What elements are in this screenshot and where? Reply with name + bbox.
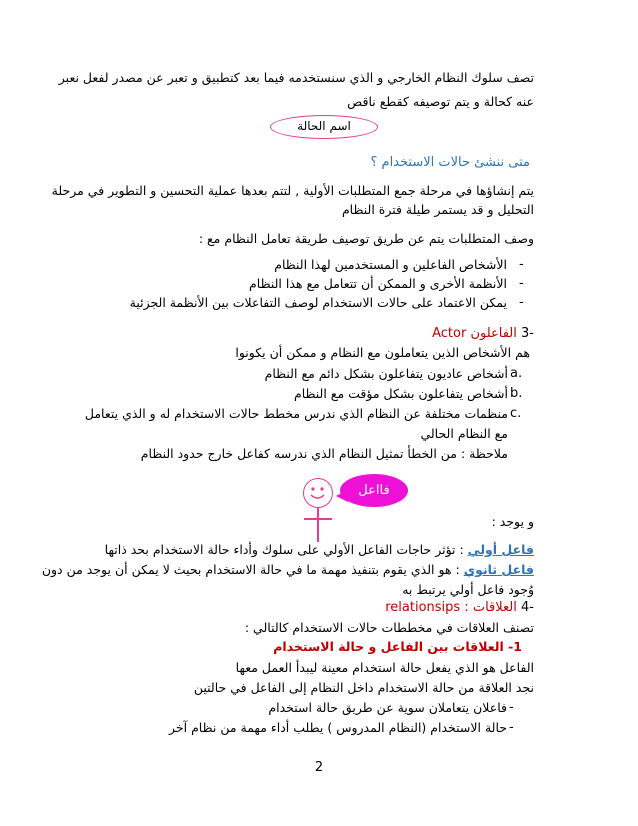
primary-actor-line — [105, 542, 534, 558]
actor-definition: هم الأشخاص الذين يتعاملون مع النظام و ممكن أن يكونوا — [235, 345, 530, 360]
actor-speech-bubble — [340, 474, 408, 507]
primary-actor-text: : تؤثر حاجات الفاعل الأولي على سلوك وأداء حالة الاستخدام بحد ذاتها — [104, 542, 468, 557]
and-there: و يوجد : — [491, 514, 534, 529]
item-marker-a: a. — [510, 366, 523, 381]
relations-title-en: relationsips : — [385, 600, 469, 615]
relations-bullet-2: حالة الاستخدام (النظام المدروس ) يطلب أداء مهمة من نظام آخر — [169, 720, 507, 735]
desc-bullet-1: الأشخاص الفاعلين و المستخدمين لهذا النظام — [274, 257, 507, 272]
actor-number: -3 — [521, 326, 534, 341]
secondary-actor-text: : هو الذي يقوم بتنفيذ مهمة ما في حالة الاستخدام بحيث لا يمكن أن يوجد من دون — [41, 562, 464, 577]
heading-when: متى ننشئ حالات الاستخدام ؟ — [370, 155, 530, 170]
relations-classify: تصنف العلاقات في مخططات حالات الاستخدام كالتالي : — [244, 620, 534, 635]
desc-intro: وصف المتطلبات يتم عن طريق توصيف طريقة تعامل النظام مع : — [198, 231, 534, 246]
actor-heading — [432, 326, 534, 342]
actor-title-en: Actor — [432, 326, 467, 341]
stick-arms — [304, 518, 332, 520]
actor-note: ملاحظة : من الخطأ تمثيل النظام الذي ندرسه كفاعل خارج حدود النظام — [140, 446, 508, 461]
intro-line-2: عنه كحالة و يتم توصيفه كقطع ناقص — [347, 94, 534, 109]
intro-line-1: تصف سلوك النظام الخارجي و الذي سنستخدمه فيما بعد كتطبيق و تعبر عن مصدر لفعل نعبر — [58, 70, 534, 85]
bullet-dash: - — [519, 276, 524, 291]
relations-heading — [385, 600, 534, 616]
bubble-label: فااعل — [358, 483, 390, 498]
use-case-oval — [270, 115, 378, 139]
bullet-dash: - — [509, 720, 514, 735]
when-line-1: يتم إنشاؤها في مرحلة جمع المتطلبات الأولية , لتتم بعدها عملية التحسين و التطوير في مرحلة — [51, 183, 534, 198]
relations-number: -4 — [521, 600, 534, 615]
page-number: 2 — [314, 760, 324, 775]
when-line-2: التحليل و قد يستمر طيلة فترة النظام — [341, 202, 534, 217]
bullet-dash: - — [519, 295, 524, 310]
secondary-actor-label: فاعل ثانوي — [463, 562, 534, 577]
secondary-actor-cont: وُجود فاعل أولي يرتبط به — [402, 582, 534, 597]
relations-bullet-1: فاعلان يتعاملان سوية عن طريق حالة استخدام — [268, 700, 507, 715]
actor-item-b: أشخاص يتفاعلون بشكل مؤقت مع النظام — [293, 386, 508, 401]
actor-title-ar: الفاعلون — [470, 326, 517, 341]
secondary-actor-line — [42, 562, 534, 578]
desc-bullet-3: يمكن الاعتماد على حالات الاستخدام لوصف التفاعلات بين الأنظمة الجزئية — [129, 295, 507, 310]
desc-bullet-2: الأنظمة الأخرى و الممكن أن تتعامل مع هذا النظام — [249, 276, 507, 291]
actor-item-c-cont: مع النظام الحالي — [420, 426, 508, 441]
relations-p1: الفاعل هو الذي يفعل حالة استخدام معينة ليبدأ العمل معها — [235, 660, 534, 675]
actor-item-c: منظمات مختلفة عن النظام الذي ندرس مخطط حالات الاستخدام له و الذي يتعامل — [84, 406, 508, 421]
smiley-face-icon — [303, 478, 333, 508]
stick-body — [317, 508, 319, 542]
relations-subheading: 1- العلاقات بين الفاعل و حالة الاستخدام — [273, 639, 522, 654]
item-marker-b: b. — [510, 386, 523, 401]
relations-title-ar: العلاقات — [472, 600, 517, 615]
item-marker-c: c. — [510, 406, 522, 421]
relations-p2: نجد العلاقة من حالة الاستخدام داخل النظام إلى الفاعل في حالتين — [193, 680, 534, 695]
use-case-oval-label: اسم الحالة — [297, 119, 351, 133]
bullet-dash: - — [519, 257, 524, 272]
primary-actor-label: فاعل أولي — [467, 542, 534, 557]
actor-item-a: أشخاص عاديون يتفاعلون بشكل دائم مع النظام — [264, 366, 508, 381]
bullet-dash: - — [509, 700, 514, 715]
